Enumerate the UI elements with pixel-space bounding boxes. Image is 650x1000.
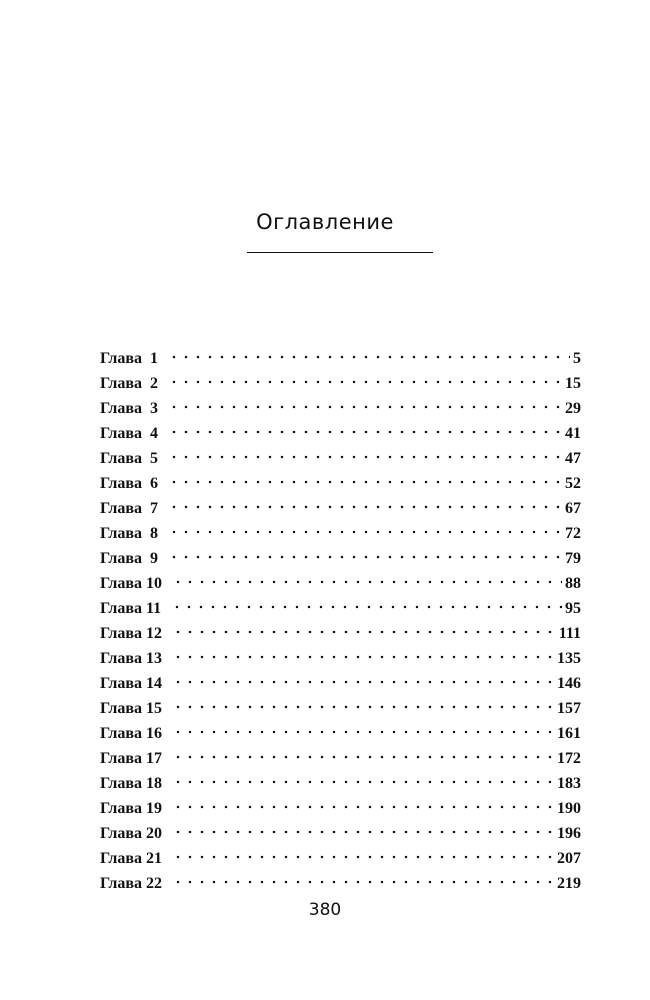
toc-entry[interactable] — [100, 688, 581, 717]
chapter-label: Глава 17 — [100, 750, 162, 767]
chapter-page-number: 29 — [565, 400, 581, 417]
toc-entry[interactable] — [100, 763, 581, 792]
dot-leader — [172, 713, 554, 738]
toc-entry[interactable] — [100, 588, 581, 617]
toc-entry[interactable] — [100, 863, 581, 892]
toc-entry[interactable] — [100, 738, 581, 767]
toc-list — [100, 338, 581, 892]
chapter-page-number: 88 — [565, 575, 581, 592]
toc-entry[interactable] — [100, 363, 581, 392]
toc-entry[interactable] — [100, 463, 581, 492]
page-number: 380 — [308, 900, 342, 920]
toc-entry[interactable] — [100, 788, 581, 817]
chapter-page-number: 157 — [557, 700, 581, 717]
chapter-page-number: 95 — [565, 600, 581, 617]
dot-leader — [168, 463, 562, 488]
dot-leader — [172, 563, 562, 588]
chapter-label: Глава 15 — [100, 700, 162, 717]
toc-entry[interactable] — [100, 713, 581, 742]
dot-leader — [172, 788, 554, 813]
dot-leader — [168, 388, 562, 413]
chapter-label: Глава 14 — [100, 675, 162, 692]
toc-entry[interactable] — [100, 338, 581, 367]
dot-leader — [168, 488, 562, 513]
title-underline — [247, 252, 433, 253]
chapter-label: Глава 12 — [100, 625, 162, 642]
chapter-page-number: 47 — [565, 450, 581, 467]
chapter-label: Глава 10 — [100, 575, 162, 592]
chapter-label: Глава 2 — [100, 375, 158, 392]
chapter-page-number: 67 — [565, 500, 581, 517]
toc-entry[interactable] — [100, 538, 581, 567]
dot-leader — [172, 638, 554, 663]
chapter-label: Глава 22 — [100, 875, 162, 892]
toc-entry[interactable] — [100, 613, 581, 642]
chapter-label: Глава 21 — [100, 850, 162, 867]
chapter-label: Глава 19 — [100, 800, 162, 817]
toc-entry[interactable] — [100, 663, 581, 692]
toc-title: Оглавление — [256, 210, 394, 234]
chapter-label: Глава 4 — [100, 425, 158, 442]
chapter-page-number: 172 — [557, 750, 581, 767]
chapter-label: Глава 5 — [100, 450, 158, 467]
dot-leader — [172, 738, 554, 763]
dot-leader — [172, 763, 554, 788]
dot-leader — [168, 513, 562, 538]
chapter-label: Глава 13 — [100, 650, 162, 667]
dot-leader — [172, 613, 556, 638]
dot-leader — [172, 688, 554, 713]
dot-leader — [172, 838, 554, 863]
dot-leader — [172, 663, 554, 688]
chapter-page-number: 72 — [565, 525, 581, 542]
toc-entry[interactable] — [100, 388, 581, 417]
chapter-label: Глава 7 — [100, 500, 158, 517]
chapter-page-number: 183 — [557, 775, 581, 792]
dot-leader — [168, 438, 562, 463]
toc-entry[interactable] — [100, 488, 581, 517]
chapter-label: Глава 18 — [100, 775, 162, 792]
chapter-page-number: 190 — [557, 800, 581, 817]
toc-entry[interactable] — [100, 638, 581, 667]
chapter-page-number: 79 — [565, 550, 581, 567]
chapter-page-number: 146 — [557, 675, 581, 692]
chapter-page-number: 41 — [565, 425, 581, 442]
chapter-label: Глава 8 — [100, 525, 158, 542]
toc-entry[interactable] — [100, 438, 581, 467]
dot-leader — [168, 338, 570, 363]
toc-entry[interactable] — [100, 563, 581, 592]
dot-leader — [171, 588, 562, 613]
chapter-page-number: 161 — [557, 725, 581, 742]
chapter-page-number: 207 — [557, 850, 581, 867]
chapter-label: Глава 6 — [100, 475, 158, 492]
toc-entry[interactable] — [100, 413, 581, 442]
toc-entry[interactable] — [100, 513, 581, 542]
chapter-label: Глава 20 — [100, 825, 162, 842]
chapter-label: Глава 16 — [100, 725, 162, 742]
chapter-label: Глава 1 — [100, 350, 158, 367]
chapter-page-number: 219 — [557, 875, 581, 892]
chapter-page-number: 5 — [573, 350, 581, 367]
chapter-page-number: 196 — [557, 825, 581, 842]
dot-leader — [172, 813, 554, 838]
chapter-label: Глава 9 — [100, 550, 158, 567]
dot-leader — [168, 363, 562, 388]
chapter-label: Глава 3 — [100, 400, 158, 417]
dot-leader — [168, 538, 562, 563]
toc-entry[interactable] — [100, 838, 581, 867]
chapter-page-number: 52 — [565, 475, 581, 492]
chapter-page-number: 111 — [558, 625, 581, 642]
toc-entry[interactable] — [100, 813, 581, 842]
dot-leader — [168, 413, 562, 438]
chapter-page-number: 15 — [565, 375, 581, 392]
chapter-page-number: 135 — [557, 650, 581, 667]
chapter-label: Глава 11 — [100, 600, 162, 617]
dot-leader — [172, 863, 554, 888]
